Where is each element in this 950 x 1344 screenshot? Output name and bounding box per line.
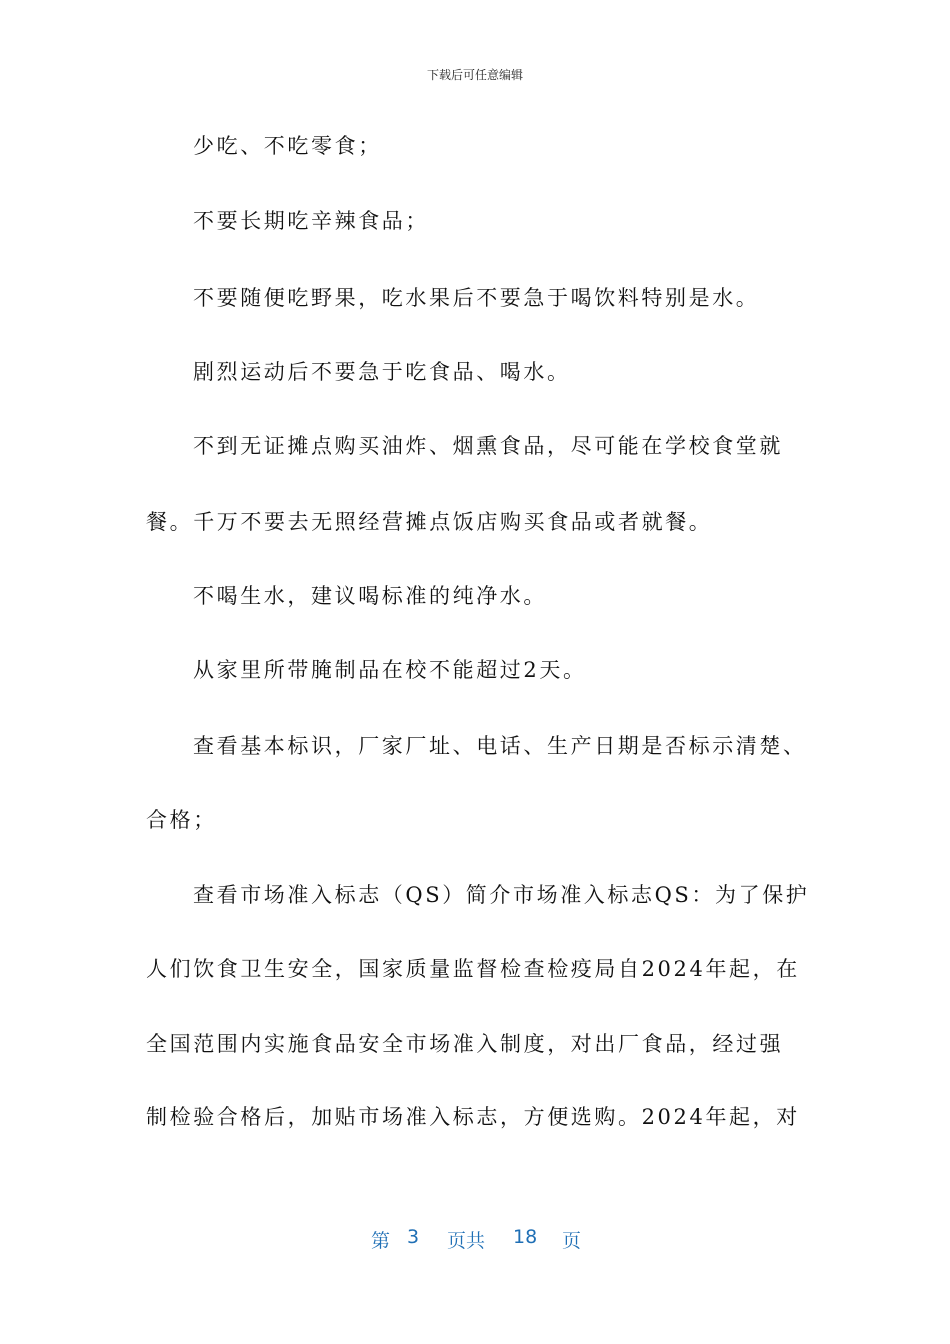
paragraph-line: 不要长期吃辛辣食品；: [193, 209, 429, 233]
footer-total-pages: 18: [513, 1226, 538, 1248]
footer-page-number: 3: [407, 1226, 420, 1248]
paragraph-line: 人们饮食卫生安全，国家质量监督检查检疫局自2024年起，在: [146, 957, 800, 981]
paragraph-line: 不喝生水，建议喝标准的纯净水。: [193, 584, 547, 608]
footer-page-suffix: 页: [562, 1230, 582, 1252]
footer-page-prefix: 第: [371, 1230, 391, 1252]
paragraph-line: 合格；: [146, 808, 217, 832]
paragraph-line: 从家里所带腌制品在校不能超过2天。: [193, 658, 587, 682]
paragraph-line: 查看市场准入标志（QS）简介市场准入标志QS：为了保护: [193, 883, 810, 907]
paragraph-line: 不要随便吃野果，吃水果后不要急于喝饮料特别是水。: [193, 286, 760, 310]
paragraph-line: 少吃、不吃零食；: [193, 134, 382, 158]
paragraph-line: 不到无证摊点购买油炸、烟熏食品，尽可能在学校食堂就: [193, 434, 783, 458]
footer-page-middle: 页共: [447, 1230, 486, 1252]
paragraph-line: 制检验合格后，加贴市场准入标志，方便选购。2024年起，对: [146, 1105, 800, 1129]
page-header: 下载后可任意编辑: [426, 68, 523, 82]
paragraph-line: 全国范围内实施食品安全市场准入制度，对出厂食品，经过强: [146, 1032, 784, 1056]
paragraph-line: 剧烈运动后不要急于吃食品、喝水。: [193, 360, 571, 384]
paragraph-line: 查看基本标识，厂家厂址、电话、生产日期是否标示清楚、: [193, 734, 807, 758]
page-footer: [0, 1226, 950, 1256]
paragraph-line: 餐。千万不要去无照经营摊点饭店购买食品或者就餐。: [146, 510, 713, 534]
